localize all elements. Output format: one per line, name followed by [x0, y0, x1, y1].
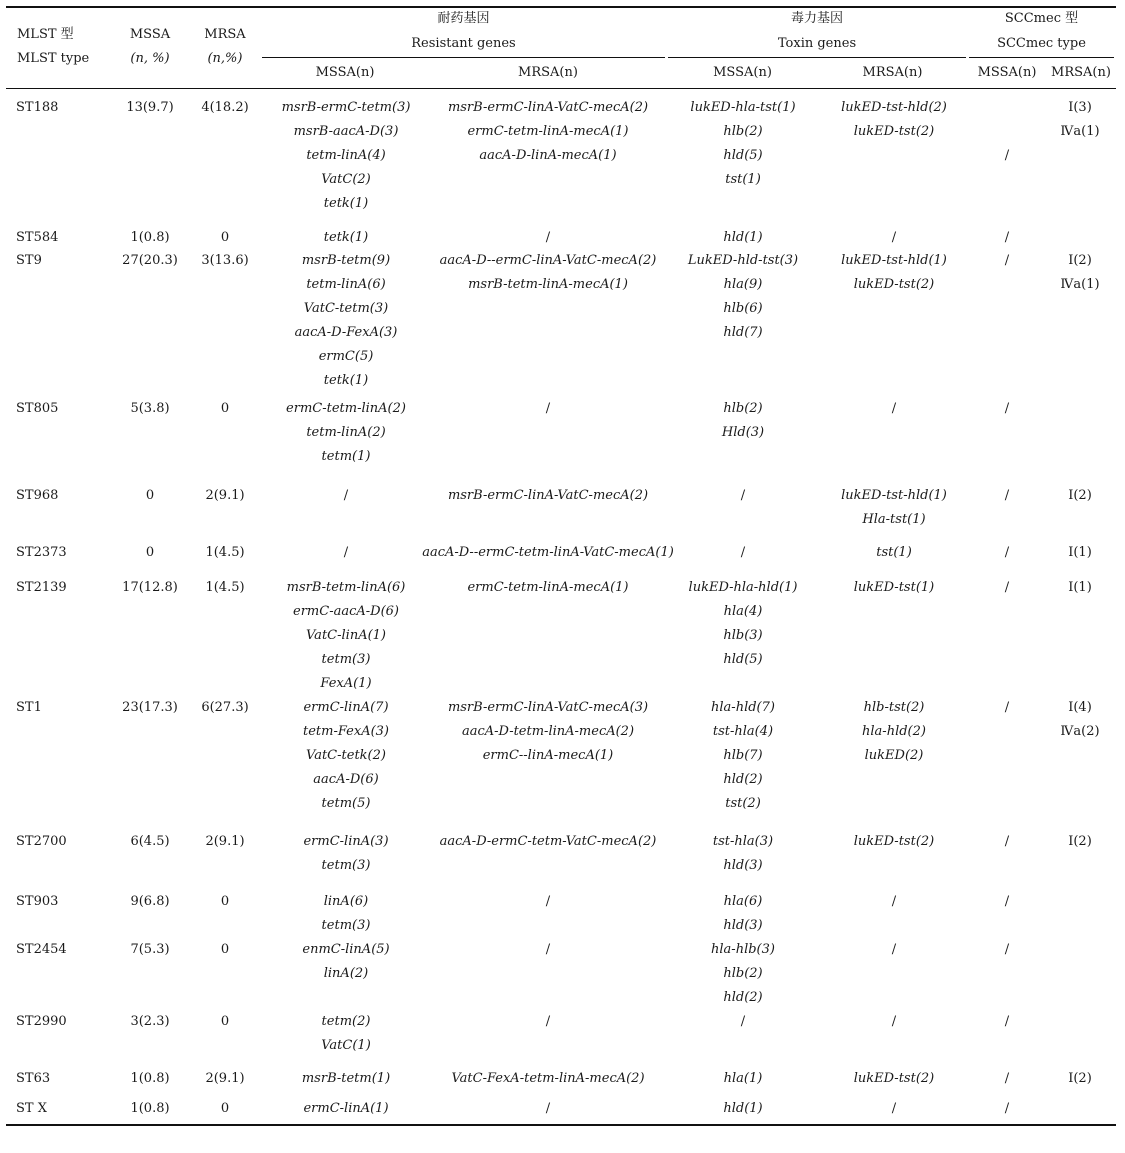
cell-mrsa: 0 [220, 894, 230, 909]
cell-tox-mrsa [892, 1097, 896, 1121]
cell-mssa: 1(0.8) [130, 1101, 170, 1116]
gene-entry: lukED-tst(2) [853, 834, 935, 849]
gene-entry: tetm(2) [321, 1014, 371, 1029]
cell-type: ST2454 [16, 942, 67, 957]
gene-entry: hlb(2) [723, 124, 763, 139]
gene-entry: tetm(1) [321, 449, 371, 464]
cell-res-mssa [321, 1010, 371, 1058]
gene-entry: tetk(1) [323, 230, 369, 245]
gene-entry: LukED-hld-tst(3) [687, 253, 799, 268]
cell-mrsa: 6(27.3) [201, 700, 249, 715]
gene-entry: tetk(1) [323, 373, 369, 388]
gene-entry: tetm(3) [321, 652, 371, 667]
cell-tox-mrsa [892, 1010, 896, 1034]
cell-res-mrsa [546, 1097, 550, 1121]
gene-entry: lukED-tst(1) [853, 580, 935, 595]
cell-res-mssa [344, 484, 348, 508]
gene-entry: ermC--linA-mecA(1) [482, 748, 614, 763]
gene-entry: / [1004, 401, 1010, 416]
cell-mssa: 13(9.7) [126, 100, 174, 115]
cell-tox-mssa [741, 1010, 745, 1034]
cell-res-mssa [303, 1097, 388, 1121]
gene-entry: lukED-hla-tst(1) [690, 100, 796, 115]
gene-entry: hla(6) [723, 894, 763, 909]
cell-mssa: 9(6.8) [130, 894, 170, 909]
cell-scc-mssa [1005, 484, 1009, 508]
sub-res-mssa: MSSA(n) [315, 65, 375, 80]
gene-entry: / [891, 401, 897, 416]
gene-entry: / [1004, 488, 1010, 503]
bottom-rule [6, 1124, 1116, 1126]
cell-res-mssa [287, 576, 406, 696]
cell-tox-mssa [711, 696, 775, 816]
resistant-genes-header-cn: 耐药基因 [437, 11, 490, 26]
cell-tox-mssa [713, 830, 773, 878]
cell-scc-mrsa [1068, 541, 1092, 565]
cell-res-mssa [302, 938, 389, 986]
gene-entry: hld(1) [723, 1101, 763, 1116]
gene-entry: hla(4) [723, 604, 763, 619]
scc-group-rule [969, 57, 1114, 58]
gene-entry: / [1004, 1014, 1010, 1029]
cell-res-mrsa [440, 249, 657, 297]
sub-res-mrsa: MRSA(n) [518, 65, 578, 80]
cell-type: ST188 [16, 100, 59, 115]
gene-entry: Hld(3) [721, 425, 765, 440]
cell-res-mssa [303, 830, 388, 878]
cell-res-mrsa [448, 484, 648, 508]
gene-entry: / [1004, 942, 1010, 957]
gene-entry: hld(3) [723, 918, 763, 933]
gene-entry: hla-hld(7) [711, 700, 775, 715]
cell-mrsa: 2(9.1) [205, 488, 245, 503]
gene-entry: hld(1) [723, 230, 763, 245]
sub-tox-mssa: MSSA(n) [713, 65, 772, 80]
gene-entry [1005, 96, 1009, 120]
gene-entry: / [891, 894, 897, 909]
cell-scc-mrsa [1068, 1067, 1092, 1091]
gene-entry: / [1004, 148, 1010, 163]
gene-entry: / [891, 230, 897, 245]
sub-tox-mrsa: MRSA(n) [862, 65, 923, 80]
cell-type: ST903 [16, 894, 59, 909]
gene-entry: / [545, 230, 551, 245]
gene-entry [1005, 120, 1009, 144]
mlst-header-en: MLST type [17, 51, 90, 66]
cell-scc-mssa [1005, 938, 1009, 962]
gene-entry: msrB-tetm-linA(6) [286, 580, 406, 595]
gene-entry: VatC-tetm(3) [303, 301, 389, 316]
cell-tox-mrsa [892, 226, 896, 250]
cell-type: ST1 [16, 700, 42, 715]
gene-entry: tetm(5) [321, 796, 371, 811]
gene-entry: Hla-tst(1) [862, 512, 926, 527]
gene-entry: / [1004, 253, 1010, 268]
cell-scc-mssa [1005, 249, 1009, 273]
cell-mssa: 7(5.3) [130, 942, 170, 957]
cell-scc-mrsa [1060, 696, 1099, 744]
gene-entry: tst(1) [725, 172, 761, 187]
gene-entry: / [740, 545, 746, 560]
cell-type: ST9 [16, 253, 42, 268]
cell-scc-mrsa [1060, 249, 1099, 297]
gene-entry: / [545, 401, 551, 416]
gene-entry: hla-hlb(3) [711, 942, 775, 957]
cell-mrsa: 0 [220, 230, 230, 245]
cell-tox-mssa [741, 484, 745, 508]
gene-entry: / [545, 1014, 551, 1029]
sub-scc-mrsa: MRSA(n) [1051, 65, 1111, 80]
gene-entry: / [545, 1101, 551, 1116]
gene-entry: / [1004, 894, 1010, 909]
gene-entry: msrB-tetm(9) [301, 253, 391, 268]
gene-entry: tetk(1) [323, 196, 369, 211]
gene-entry: hla-hld(2) [862, 724, 926, 739]
gene-entry: Ⅰ(2) [1068, 488, 1092, 503]
gene-entry: aacA-D--ermC-tetm-linA-VatC-mecA(1) [422, 545, 674, 560]
gene-entry: hld(7) [723, 325, 763, 340]
cell-type: ST2139 [16, 580, 67, 595]
gene-entry: Ⅰ(2) [1068, 253, 1092, 268]
gene-entry: msrB-tetm-linA-mecA(1) [468, 277, 628, 292]
cell-scc-mssa [1005, 576, 1009, 600]
cell-type: ST2990 [16, 1014, 67, 1029]
mrsa-header: MRSA [204, 27, 246, 42]
gene-entry: enmC-linA(5) [302, 942, 390, 957]
gene-entry: tst-hla(3) [712, 834, 774, 849]
gene-entry: / [343, 488, 349, 503]
gene-entry: / [545, 942, 551, 957]
gene-entry: aacA-D-linA-mecA(1) [479, 148, 617, 163]
gene-entry: ermC-tetm-linA(2) [286, 401, 406, 416]
gene-entry: hld(5) [723, 148, 763, 163]
cell-type: ST X [16, 1101, 47, 1116]
gene-entry: Ⅳa(2) [1060, 724, 1100, 739]
gene-entry: linA(2) [323, 966, 369, 981]
cell-mssa: 27(20.3) [122, 253, 178, 268]
gene-entry: msrB-ermC-linA-VatC-mecA(2) [447, 100, 649, 115]
gene-entry: tetm(3) [321, 858, 371, 873]
cell-res-mssa [302, 1067, 390, 1091]
gene-entry: hld(2) [723, 990, 763, 1005]
cell-res-mrsa [546, 1010, 550, 1034]
cell-res-mssa [322, 890, 371, 938]
cell-tox-mrsa [862, 696, 926, 768]
gene-entry: Ⅰ(3) [1068, 100, 1092, 115]
gene-entry: tetm-linA(6) [306, 277, 386, 292]
toxin-genes-header-cn: 毒力基因 [790, 11, 843, 26]
gene-entry: / [1004, 230, 1010, 245]
cell-res-mssa [344, 541, 348, 565]
cell-mssa: 0 [145, 545, 155, 560]
cell-res-mssa [303, 696, 389, 816]
cell-res-mrsa [448, 696, 648, 768]
gene-entry: VatC(1) [321, 1038, 371, 1053]
cell-scc-mssa [1005, 96, 1009, 168]
cell-res-mrsa [467, 576, 628, 600]
gene-entry: tetm-FexA(3) [303, 724, 389, 739]
gene-entry: hlb(3) [723, 628, 763, 643]
gene-entry: / [740, 488, 746, 503]
cell-mrsa: 1(4.5) [205, 580, 245, 595]
gene-entry: hla(9) [723, 277, 763, 292]
gene-entry: tetm-linA(2) [306, 425, 386, 440]
cell-scc-mrsa [1060, 96, 1099, 144]
gene-entry: ermC-linA(7) [303, 700, 389, 715]
cell-mrsa: 0 [220, 1014, 230, 1029]
gene-entry: Ⅳa(1) [1060, 124, 1100, 139]
gene-entry: tetm-linA(4) [306, 148, 386, 163]
gene-entry: lukED-tst-hld(2) [841, 100, 947, 115]
cell-mrsa: 0 [220, 1101, 230, 1116]
cell-scc-mrsa [1068, 830, 1092, 854]
cell-type: ST2700 [16, 834, 67, 849]
sub-scc-mssa: MSSA(n) [977, 65, 1037, 80]
gene-entry: tst-hla(4) [712, 724, 774, 739]
cell-tox-mrsa [892, 938, 896, 962]
cell-tox-mrsa [854, 576, 935, 600]
gene-entry: msrB-aacA-D(3) [293, 124, 399, 139]
cell-scc-mssa [1005, 397, 1009, 421]
cell-tox-mrsa [841, 484, 947, 532]
cell-type: ST968 [16, 488, 59, 503]
cell-tox-mssa [690, 96, 795, 192]
cell-mrsa: 0 [220, 401, 230, 416]
gene-entry: / [1004, 700, 1010, 715]
gene-entry: ermC-aacA-D(6) [293, 604, 399, 619]
gene-entry: hlb(6) [723, 301, 763, 316]
cell-mssa: 3(2.3) [130, 1014, 170, 1029]
cell-res-mssa [324, 226, 368, 250]
cell-res-mrsa [448, 96, 648, 168]
cell-mssa: 17(12.8) [122, 580, 178, 595]
gene-entry: / [343, 545, 349, 560]
cell-scc-mssa [1005, 1067, 1009, 1091]
toxin-genes-header-en: Toxin genes [777, 36, 857, 51]
cell-res-mrsa [546, 226, 550, 250]
cell-scc-mssa [1005, 890, 1009, 914]
gene-entry: lukED-tst(2) [853, 277, 935, 292]
gene-entry: lukED(2) [864, 748, 924, 763]
gene-entry: Ⅰ(1) [1068, 545, 1092, 560]
cell-type: ST584 [16, 230, 59, 245]
cell-tox-mssa [741, 541, 745, 565]
cell-tox-mssa [724, 1067, 763, 1091]
cell-res-mssa [295, 249, 398, 393]
gene-entry: hld(3) [723, 858, 763, 873]
cell-scc-mrsa [1068, 484, 1092, 508]
gene-entry: aacA-D--ermC-linA-VatC-mecA(2) [439, 253, 657, 268]
cell-tox-mssa [722, 397, 764, 445]
gene-entry: lukED-hla-hld(1) [688, 580, 798, 595]
gene-entry: tst(1) [876, 545, 912, 560]
gene-entry: aacA-D(6) [313, 772, 379, 787]
cell-tox-mrsa [892, 397, 896, 421]
gene-entry: / [545, 894, 551, 909]
gene-entry: Ⅳa(1) [1060, 277, 1100, 292]
gene-entry: Ⅰ(4) [1068, 700, 1092, 715]
gene-entry: lukED-tst(2) [853, 124, 935, 139]
header-bottom-rule [6, 88, 1116, 89]
cell-scc-mssa [1005, 226, 1009, 250]
gene-entry: aacA-D-FexA(3) [294, 325, 398, 340]
cell-mrsa: 1(4.5) [205, 545, 245, 560]
cell-scc-mssa [1005, 1097, 1009, 1121]
cell-scc-mssa [1005, 541, 1009, 565]
gene-entry: / [1004, 834, 1010, 849]
gene-entry: VatC-linA(1) [305, 628, 386, 643]
gene-entry: hlb(2) [723, 401, 763, 416]
cell-res-mrsa [422, 541, 674, 565]
scc-header-cn: SCCmec 型 [1004, 11, 1079, 26]
cell-scc-mrsa [1068, 576, 1092, 600]
gene-entry: Ⅰ(2) [1068, 1071, 1092, 1086]
cell-mrsa: 3(13.6) [201, 253, 249, 268]
cell-mssa: 23(17.3) [122, 700, 178, 715]
toxin-group-rule [668, 57, 966, 58]
cell-mssa: 6(4.5) [130, 834, 170, 849]
gene-entry: / [1004, 1101, 1010, 1116]
gene-entry: Ⅰ(2) [1068, 834, 1092, 849]
cell-mrsa: 0 [220, 942, 230, 957]
cell-tox-mssa [723, 1097, 762, 1121]
cell-mrsa: 2(9.1) [205, 834, 245, 849]
cell-tox-mrsa [892, 890, 896, 914]
cell-tox-mssa [723, 226, 762, 250]
cell-mssa: 1(0.8) [130, 1071, 170, 1086]
resistant-genes-header-en: Resistant genes [411, 36, 516, 51]
gene-entry: / [1004, 580, 1010, 595]
gene-entry: ermC-linA(3) [303, 834, 389, 849]
cell-type: ST805 [16, 401, 59, 416]
mssa-header-unit: (n, %) [130, 51, 170, 66]
gene-entry: msrB-ermC-linA-VatC-mecA(3) [447, 700, 649, 715]
cell-mssa: 0 [145, 488, 155, 503]
cell-res-mrsa [546, 397, 550, 421]
cell-type: ST63 [16, 1071, 51, 1086]
gene-entry: / [891, 1101, 897, 1116]
gene-entry: aacA-D-ermC-tetm-VatC-mecA(2) [439, 834, 657, 849]
cell-mrsa: 2(9.1) [205, 1071, 245, 1086]
gene-entry: msrB-ermC-tetm(3) [281, 100, 411, 115]
cell-scc-mssa [1005, 696, 1009, 720]
gene-entry: hlb(7) [723, 748, 763, 763]
gene-entry: tetm(3) [321, 918, 371, 933]
cell-res-mrsa [440, 830, 657, 854]
mssa-header: MSSA [129, 27, 171, 42]
cell-res-mssa [282, 96, 411, 216]
gene-entry: hla(1) [723, 1071, 763, 1086]
gene-entry: msrB-ermC-linA-VatC-mecA(2) [447, 488, 649, 503]
gene-entry: aacA-D-tetm-linA-mecA(2) [461, 724, 635, 739]
cell-mssa: 5(3.8) [130, 401, 170, 416]
gene-entry: ermC(5) [318, 349, 374, 364]
cell-mrsa: 4(18.2) [201, 100, 249, 115]
cell-tox-mssa [711, 938, 775, 1010]
gene-entry: msrB-tetm(1) [301, 1071, 391, 1086]
gene-entry: VatC(2) [321, 172, 371, 187]
gene-entry: ermC-tetm-linA-mecA(1) [467, 124, 629, 139]
mrsa-header-unit: (n,%) [207, 51, 243, 66]
gene-entry: lukED-tst-hld(1) [841, 488, 947, 503]
cell-tox-mssa [688, 249, 798, 345]
cell-tox-mrsa [854, 1067, 935, 1091]
cell-res-mrsa [546, 890, 550, 914]
cell-tox-mssa [723, 890, 762, 938]
gene-entry: / [740, 1014, 746, 1029]
gene-entry: / [1004, 1071, 1010, 1086]
cell-scc-mssa [1005, 830, 1009, 854]
cell-tox-mrsa [841, 249, 947, 297]
gene-entry: FexA(1) [320, 676, 372, 691]
cell-tox-mrsa [854, 830, 935, 854]
mlst-header-cn: MLST 型 [17, 27, 74, 42]
cell-res-mrsa [546, 938, 550, 962]
cell-mssa: 1(0.8) [130, 230, 170, 245]
cell-type: ST2373 [16, 545, 67, 560]
gene-entry: VatC-FexA-tetm-linA-mecA(2) [451, 1071, 645, 1086]
scc-header-en: SCCmec type [997, 36, 1086, 51]
gene-entry: linA(6) [323, 894, 369, 909]
gene-entry: hlb-tst(2) [863, 700, 925, 715]
gene-entry: / [1004, 545, 1010, 560]
gene-entry: / [891, 942, 897, 957]
cell-tox-mrsa [876, 541, 912, 565]
gene-entry: lukED-tst-hld(1) [841, 253, 947, 268]
gene-entry: tst(2) [725, 796, 761, 811]
cell-res-mrsa [451, 1067, 644, 1091]
gene-entry: hld(2) [723, 772, 763, 787]
gene-entry: ermC-tetm-linA-mecA(1) [467, 580, 629, 595]
gene-entry: lukED-tst(2) [853, 1071, 935, 1086]
cell-res-mssa [286, 397, 406, 469]
cell-tox-mssa [689, 576, 798, 672]
top-rule [6, 6, 1116, 8]
gene-entry: Ⅰ(1) [1068, 580, 1092, 595]
cell-scc-mssa [1005, 1010, 1009, 1034]
gene-entry: VatC-tetk(2) [306, 748, 386, 763]
gene-entry: hlb(2) [723, 966, 763, 981]
gene-entry: / [891, 1014, 897, 1029]
gene-entry: hld(5) [723, 652, 763, 667]
cell-tox-mrsa [841, 96, 947, 144]
resistant-group-rule [262, 57, 665, 58]
gene-entry: ermC-linA(1) [303, 1101, 389, 1116]
